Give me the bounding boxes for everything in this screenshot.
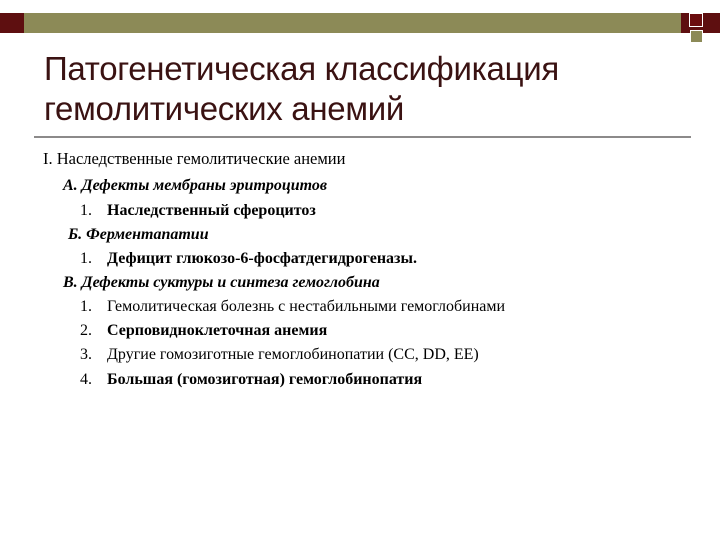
title-line-1: Патогенетическая классификация — [44, 50, 559, 87]
list-item — [80, 322, 327, 340]
item-number: 4. — [80, 371, 92, 388]
section-label-enzymes: Б. Ферментапатии — [68, 226, 209, 243]
corner-square-large — [689, 13, 703, 27]
top-olive-band — [24, 13, 681, 33]
item-text: Гемолитическая болезнь с нестабильными гемоглобинами — [107, 298, 506, 315]
list-item — [80, 346, 479, 364]
item-number: 1. — [80, 298, 92, 315]
item-text: Дефицит глюкозо-6-фосфатдегидрогеназы. — [107, 250, 417, 267]
corner-square-small — [690, 30, 703, 43]
item-text: Наследственный сфероцитоз — [107, 202, 316, 219]
slide-title — [44, 49, 694, 129]
heading-hereditary: I. Наследственные гемолитические анемии — [43, 149, 346, 168]
item-text: Большая (гомозиготная) гемоглобинопатия — [107, 371, 423, 388]
list-item — [80, 250, 417, 268]
section-label-membrane: А. Дефекты мембраны эритроцитов — [63, 177, 328, 194]
list-item — [80, 371, 422, 389]
item-number: 2. — [80, 322, 92, 339]
title-line-2: гемолитических анемий — [44, 90, 404, 127]
item-number: 3. — [80, 346, 92, 363]
section-label-hemoglobin: В. Дефекты суктуры и синтеза гемоглобина — [63, 274, 380, 291]
list-item — [80, 202, 316, 220]
list-item — [80, 298, 505, 316]
item-number: 1. — [80, 202, 92, 219]
title-divider — [34, 136, 691, 138]
item-number: 1. — [80, 250, 92, 267]
item-text: Другие гомозиготные гемоглобинопатии (CC, DD, EE) — [107, 346, 479, 363]
item-text: Серповидноклеточная анемия — [107, 322, 328, 339]
